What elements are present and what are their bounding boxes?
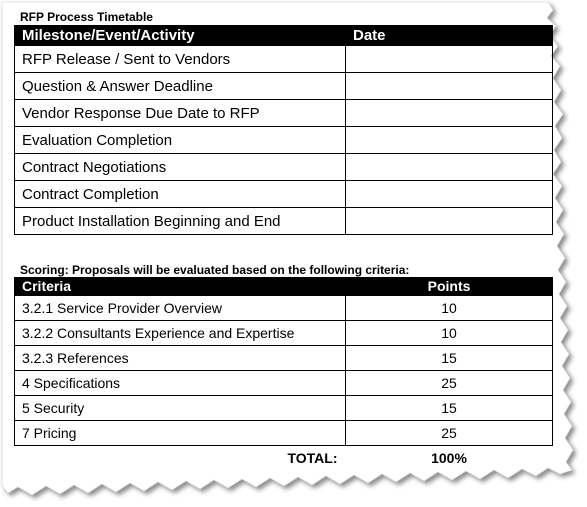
table-row (15, 396, 553, 421)
date-cell (346, 181, 553, 208)
table-row (15, 46, 553, 73)
points-cell: 25 (346, 371, 553, 396)
scoring-table (14, 277, 553, 470)
total-value: 100% (431, 450, 467, 466)
criteria-cell: 7 Pricing (15, 421, 346, 446)
timetable-table (14, 25, 553, 235)
milestone-cell: Question & Answer Deadline (15, 73, 346, 100)
header-points: Points (346, 278, 553, 296)
points-cell: 15 (346, 346, 553, 371)
date-cell (346, 154, 553, 181)
table-row (15, 421, 553, 446)
header-date: Date (346, 26, 553, 46)
criteria-cell: 3.2.3 References (15, 346, 346, 371)
points-cell: 10 (346, 321, 553, 346)
date-cell (346, 46, 553, 73)
table-row (15, 127, 553, 154)
milestone-cell: Vendor Response Due Date to RFP (15, 100, 346, 127)
total-row (15, 446, 553, 471)
scoring-title: Scoring: Proposals will be evaluated based on the following criteria: (20, 263, 410, 277)
table-row (15, 154, 553, 181)
milestone-cell: Evaluation Completion (15, 127, 346, 154)
milestone-cell: Product Installation Beginning and End (15, 208, 346, 235)
document-content (14, 10, 554, 470)
header-criteria: Criteria (15, 278, 346, 296)
points-cell: 15 (346, 396, 553, 421)
table-row (15, 371, 553, 396)
table-row (15, 208, 553, 235)
table-row (15, 100, 553, 127)
table-row (15, 321, 553, 346)
milestone-cell: RFP Release / Sent to Vendors (15, 46, 346, 73)
date-cell (346, 100, 553, 127)
scoring-header-row (15, 278, 553, 296)
points-cell: 10 (346, 296, 553, 321)
table-row (15, 73, 553, 100)
timetable-title: RFP Process Timetable (20, 10, 153, 24)
milestone-cell: Contract Completion (15, 181, 346, 208)
date-cell (346, 73, 553, 100)
criteria-cell: 3.2.2 Consultants Experience and Expertise (15, 321, 346, 346)
table-row (15, 346, 553, 371)
criteria-cell: 5 Security (15, 396, 346, 421)
date-cell (346, 208, 553, 235)
timetable-header-row (15, 26, 553, 46)
milestone-cell: Contract Negotiations (15, 154, 346, 181)
header-milestone: Milestone/Event/Activity (15, 26, 346, 46)
table-row (15, 181, 553, 208)
criteria-cell: 4 Specifications (15, 371, 346, 396)
total-label: TOTAL: (287, 450, 338, 466)
date-cell (346, 127, 553, 154)
criteria-cell: 3.2.1 Service Provider Overview (15, 296, 346, 321)
table-row (15, 296, 553, 321)
points-cell: 25 (346, 421, 553, 446)
